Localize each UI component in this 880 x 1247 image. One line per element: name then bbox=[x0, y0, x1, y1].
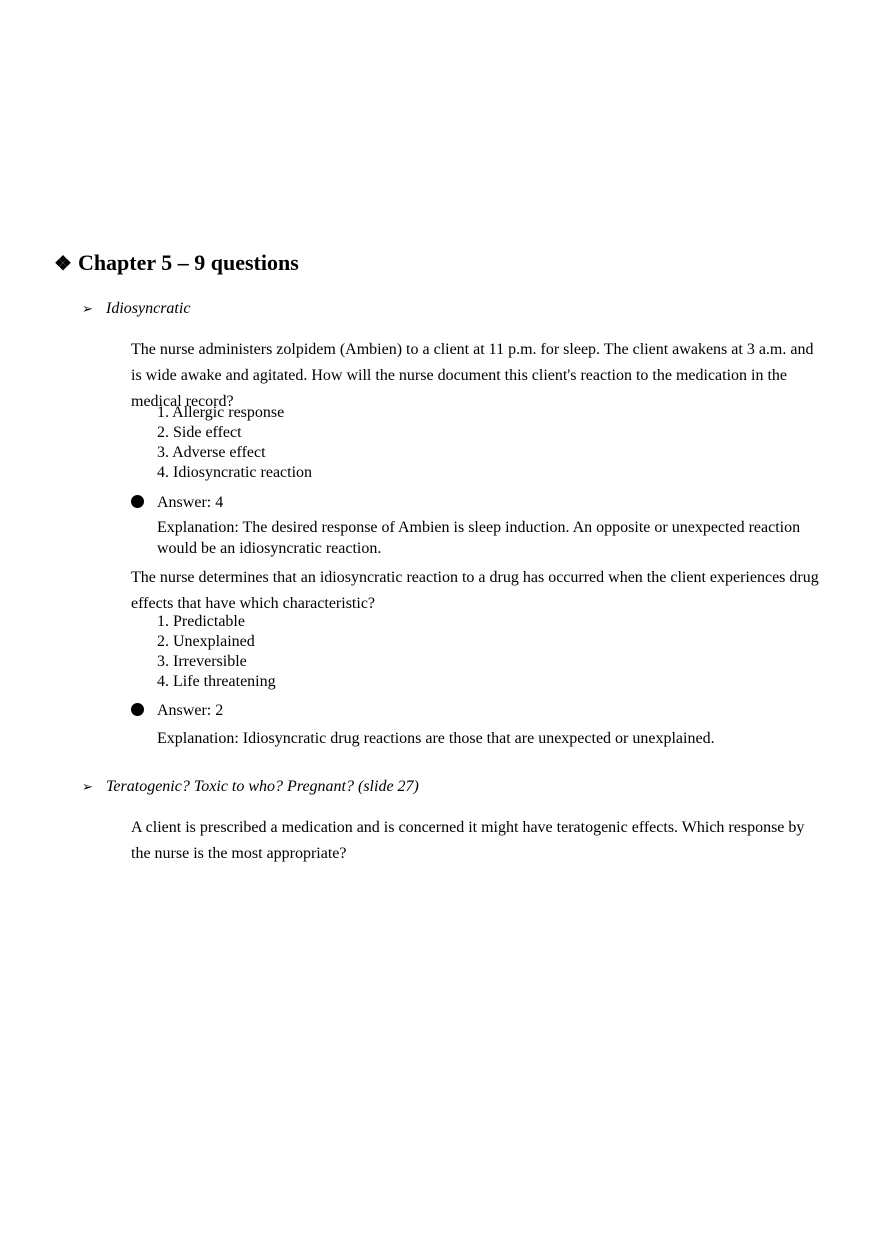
option-list bbox=[157, 612, 276, 692]
arrow-bullet-icon: ➢ bbox=[82, 779, 93, 794]
question-stem: The nurse administers zolpidem (Ambien) to a client at 11 p.m. for sleep. The client awakens at 3 a.m. and is wide awake and agitated. How will the nurse document this client's reaction to the medication in the medical record? bbox=[131, 341, 814, 410]
option: 3. Irreversible bbox=[157, 653, 247, 670]
answer-line bbox=[131, 701, 223, 721]
explanation: Explanation: The desired response of Ambien is sleep induction. An opposite or unexpected reaction would be an idiosyncratic reaction. bbox=[157, 519, 801, 557]
topic-label: Idiosyncratic bbox=[106, 300, 191, 317]
question-stem: The nurse determines that an idiosyncratic reaction to a drug has occurred when the client experiences drug effects that have which characteristic? bbox=[131, 569, 819, 612]
option: 1. Allergic response bbox=[157, 404, 285, 421]
bullet-dot-icon bbox=[131, 495, 144, 508]
option: 3. Adverse effect bbox=[157, 444, 266, 461]
option: 2. Side effect bbox=[157, 424, 242, 441]
option-list bbox=[157, 403, 312, 483]
chapter-heading bbox=[54, 250, 299, 276]
topic-label: Teratogenic? Toxic to who? Pregnant? (slide 27) bbox=[106, 778, 419, 795]
bullet-dot-icon bbox=[131, 703, 144, 716]
diamond-bullet-icon: ❖ bbox=[54, 253, 72, 275]
chapter-title: Chapter 5 – 9 questions bbox=[77, 250, 299, 275]
topic-heading-teratogenic bbox=[82, 778, 419, 796]
topic-heading-idiosyncratic bbox=[82, 300, 190, 318]
answer-text: Answer: 2 bbox=[157, 702, 224, 719]
explanation: Explanation: Idiosyncratic drug reactions are those that are unexpected or unexplained. bbox=[157, 730, 715, 747]
answer-text: Answer: 4 bbox=[157, 494, 224, 511]
question-stem: A client is prescribed a medication and is concerned it might have teratogenic effects. Which response by the nurse is the most appropriate? bbox=[131, 819, 805, 862]
option: 1. Predictable bbox=[157, 613, 245, 630]
arrow-bullet-icon: ➢ bbox=[82, 301, 93, 316]
option: 4. Life threatening bbox=[157, 673, 276, 690]
option: 2. Unexplained bbox=[157, 633, 255, 650]
answer-line bbox=[131, 493, 223, 513]
option: 4. Idiosyncratic reaction bbox=[157, 464, 313, 481]
